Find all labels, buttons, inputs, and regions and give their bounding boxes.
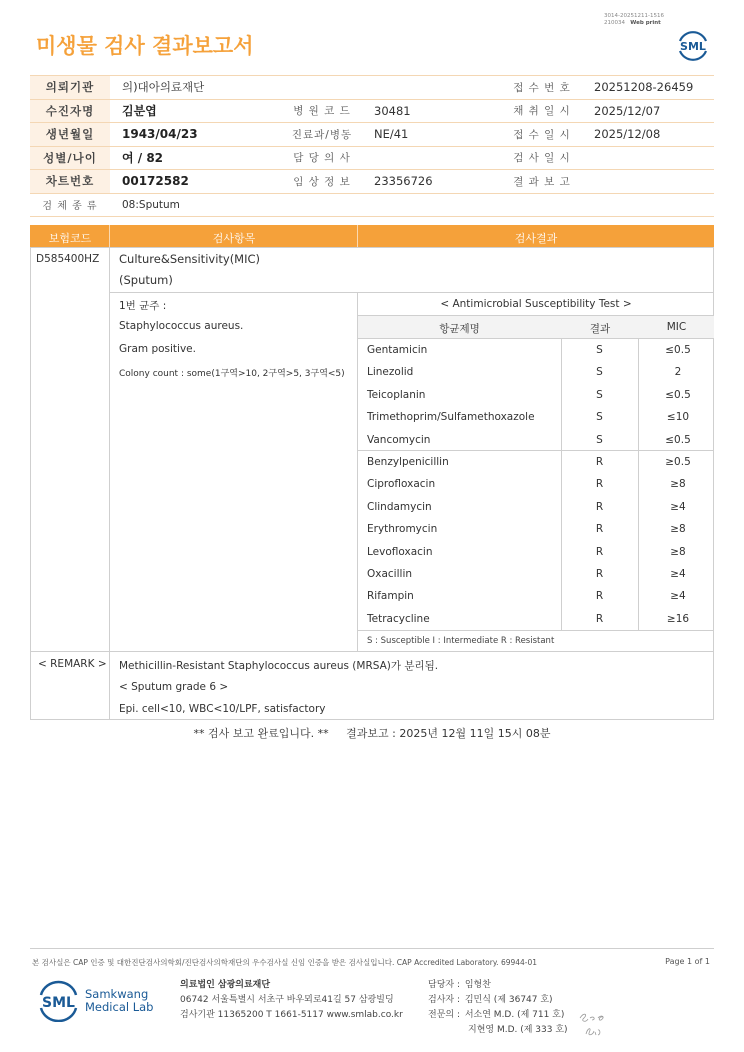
antibiotic-mic: ≥8 xyxy=(670,523,686,536)
specimen-label: 검 체 종 류 xyxy=(30,193,110,217)
remark-line-2: < Sputum grade 6 > xyxy=(119,681,229,693)
antibiotic-name: Clindamycin xyxy=(367,500,432,513)
org-info xyxy=(180,978,403,1023)
receipt-no-value: 20251208-26459 xyxy=(582,76,714,100)
col-mic-header: MIC xyxy=(666,321,687,333)
sml-logo-icon xyxy=(674,26,712,64)
receipt-date-label: 접 수 일 시 xyxy=(502,123,582,147)
antibiotic-row xyxy=(358,496,714,518)
antibiotic-result: R xyxy=(595,568,604,580)
antibiotic-result: R xyxy=(595,478,604,491)
antibiotic-result: S xyxy=(596,388,603,401)
receipt-date-value: 2025/12/08 xyxy=(582,123,714,147)
sex-age-value: 여 / 82 xyxy=(110,146,282,170)
antibiotic-name: Gentamicin xyxy=(367,344,428,356)
staff-label: 담당자 : xyxy=(428,980,460,990)
web-print-label: Web print xyxy=(630,20,661,26)
print-code xyxy=(604,13,664,27)
certification-text: 본 검사실은 CAP 인증 및 대한진단검사의학회/진단검사의학재단의 우수검사실 신임 인증을 받은 검사실입니다. CAP Accredited Laboratory. 69944-01 xyxy=(32,958,538,967)
antibiotic-name: Linezolid xyxy=(367,366,414,379)
antibiotic-name: Rifampin xyxy=(367,590,414,603)
antibiotic-mic: ≤10 xyxy=(666,411,690,424)
antibiotic-mic: 2 xyxy=(674,366,682,379)
specialist-1: 서소연 M.D. (제 711 호) xyxy=(464,1010,565,1020)
colony-count: Colony count : some(1구역>10, 2구역>5, 3구역<5) xyxy=(119,369,345,379)
insurance-code: D585400HZ xyxy=(36,253,100,265)
antibiotic-result: S xyxy=(596,411,603,424)
specimen-value: 08:Sputum xyxy=(110,193,714,217)
antibiotic-name: Ciprofloxacin xyxy=(367,478,436,491)
antibiotic-name: Vancomycin xyxy=(367,433,431,446)
antibiotic-mic: ≥8 xyxy=(670,478,686,491)
antibiotic-row xyxy=(358,384,714,406)
birth-value: 1943/04/23 xyxy=(110,123,282,147)
clinical-value: 23356726 xyxy=(362,170,502,194)
antibiotic-row xyxy=(358,563,714,585)
samkwang-logo-icon xyxy=(36,980,81,1022)
print-code-line2: 210034 xyxy=(604,20,625,26)
antibiotic-result: R xyxy=(595,590,604,603)
sex-age-label: 성별/나이 xyxy=(30,146,110,170)
antibiotic-result: S xyxy=(596,344,603,356)
brand-line-2: Medical Lab xyxy=(85,1000,154,1014)
request-org-label: 의뢰기관 xyxy=(30,76,110,100)
signature-icon xyxy=(576,1009,610,1039)
antibiotic-result: S xyxy=(596,433,603,446)
antibiotic-result: R xyxy=(595,523,604,536)
antibiotic-row xyxy=(358,339,714,361)
report-value xyxy=(582,170,714,194)
chart-label: 차트번호 xyxy=(30,170,110,194)
antibiotic-row xyxy=(358,473,714,495)
antibiotic-mic: ≥8 xyxy=(670,545,686,558)
org-name: 의료법인 삼광의료재단 xyxy=(180,980,271,990)
results-header xyxy=(30,225,714,247)
receipt-no-label: 접 수 번 호 xyxy=(502,76,582,100)
patient-info-table xyxy=(30,75,714,217)
legend: S : Susceptible I : Intermediate R : Resistant xyxy=(367,636,555,646)
antibiotic-name: Tetracycline xyxy=(367,612,430,625)
antibiotic-result: R xyxy=(595,612,604,625)
remark-label: < REMARK > xyxy=(38,658,107,670)
antibiotic-row xyxy=(358,451,714,473)
ast-title: < Antimicrobial Susceptibility Test > xyxy=(440,298,632,310)
tester-name: 김민식 (제 36747 호) xyxy=(464,995,553,1005)
print-code-line1: 3014-20251211-1516 xyxy=(604,13,664,19)
col-item-header: 검사항목 xyxy=(212,232,256,245)
antibiotic-row xyxy=(358,608,714,630)
antibiotic-name: Benzylpenicillin xyxy=(367,456,449,468)
test-item-name: Culture&Sensitivity(MIC) xyxy=(119,252,261,266)
antibiotic-row xyxy=(358,585,714,607)
antibiotic-mic: ≥0.5 xyxy=(665,456,691,468)
antibiotic-row xyxy=(358,406,714,428)
remark-line-1: Methicillin-Resistant Staphylococcus aureus (MRSA)가 분리됨. xyxy=(119,660,439,672)
col-result-header: 검사결과 xyxy=(514,232,558,245)
staff-info xyxy=(428,978,568,1038)
antibiotic-name: Teicoplanin xyxy=(367,388,426,401)
svg-text:SML: SML xyxy=(42,995,75,1011)
logo-text: SML xyxy=(680,40,706,53)
page-number: Page 1 of 1 xyxy=(665,957,710,966)
antibiotic-row xyxy=(358,541,714,563)
collect-date-value: 2025/12/07 xyxy=(582,99,714,123)
col-insurance-header: 보험코드 xyxy=(48,232,92,245)
clinical-label: 임 상 정 보 xyxy=(282,170,362,194)
antibiotic-row xyxy=(358,361,714,383)
antibiotic-name: Levofloxacin xyxy=(367,545,433,558)
antibiotic-result: R xyxy=(595,545,604,558)
gram-stain: Gram positive. xyxy=(119,343,196,355)
antibiotic-mic: ≤0.5 xyxy=(665,388,691,401)
footer-divider xyxy=(30,948,714,949)
tester-label: 검사자 : xyxy=(428,995,460,1005)
antibiotic-mic: ≥16 xyxy=(666,612,690,625)
brand-name xyxy=(85,988,153,1014)
report-label: 결 과 보 고 xyxy=(502,170,582,194)
dept-value: NE/41 xyxy=(362,123,502,147)
antibiotic-name: Erythromycin xyxy=(367,523,438,536)
patient-value: 김분엽 xyxy=(110,99,282,123)
antibiotic-mic: ≤0.5 xyxy=(665,433,691,446)
antibiotic-mic: ≥4 xyxy=(670,590,686,603)
col-antibiotic-header: 항균제명 xyxy=(439,323,480,335)
dept-label: 진료과/병동 xyxy=(282,123,362,147)
org-contact: 검사기관 11365200 T 1661-5117 www.smlab.co.kr xyxy=(180,1010,403,1020)
request-org-value: 의)대아의료재단 xyxy=(110,76,502,100)
antibiotic-result: R xyxy=(595,456,604,468)
report-title: 미생물 검사 결과보고서 xyxy=(36,34,254,58)
specialist-label: 전문의 : xyxy=(428,1010,460,1020)
antibiotic-mic: ≤0.5 xyxy=(665,344,691,356)
antibiotic-result: S xyxy=(596,366,603,379)
col-result-short-header: 결과 xyxy=(589,323,611,335)
antibiotic-name: Trimethoprim/Sulfamethoxazole xyxy=(367,411,535,424)
report-complete-notice: ** 검사 보고 완료입니다. ** 결과보고 : 2025년 12월 11일 15시 08분 xyxy=(193,727,551,740)
chart-value: 00172582 xyxy=(110,170,282,194)
hospital-code-label: 병 원 코 드 xyxy=(282,99,362,123)
antibiotic-row xyxy=(358,429,714,451)
remark-line-3: Epi. cell<10, WBC<10/LPF, satisfactory xyxy=(119,703,326,715)
hospital-code-value: 30481 xyxy=(362,99,502,123)
organism-number: 1번 균주 : xyxy=(119,300,167,312)
antibiotic-row xyxy=(358,518,714,540)
collect-date-label: 채 취 일 시 xyxy=(502,99,582,123)
doctor-value xyxy=(362,146,502,170)
specialist-2: 지현영 M.D. (제 333 호) xyxy=(468,1025,568,1035)
brand-line-1: Samkwang xyxy=(85,987,149,1001)
antibiotic-result: R xyxy=(595,500,604,513)
organism-name: Staphylococcus aureus. xyxy=(119,320,244,332)
doctor-label: 담 당 의 사 xyxy=(282,146,362,170)
test-item-specimen: (Sputum) xyxy=(119,273,173,287)
test-date-label: 검 사 일 시 xyxy=(502,146,582,170)
antibiotic-mic: ≥4 xyxy=(670,500,686,513)
org-address: 06742 서울특별시 서초구 바우뫼로41길 57 삼광빌딩 xyxy=(180,995,394,1005)
test-date-value xyxy=(582,146,714,170)
birth-label: 생년월일 xyxy=(30,123,110,147)
patient-label: 수진자명 xyxy=(30,99,110,123)
staff-name: 임형찬 xyxy=(464,980,491,990)
antibiotic-mic: ≥4 xyxy=(670,568,686,580)
antibiotic-name: Oxacillin xyxy=(367,568,413,580)
